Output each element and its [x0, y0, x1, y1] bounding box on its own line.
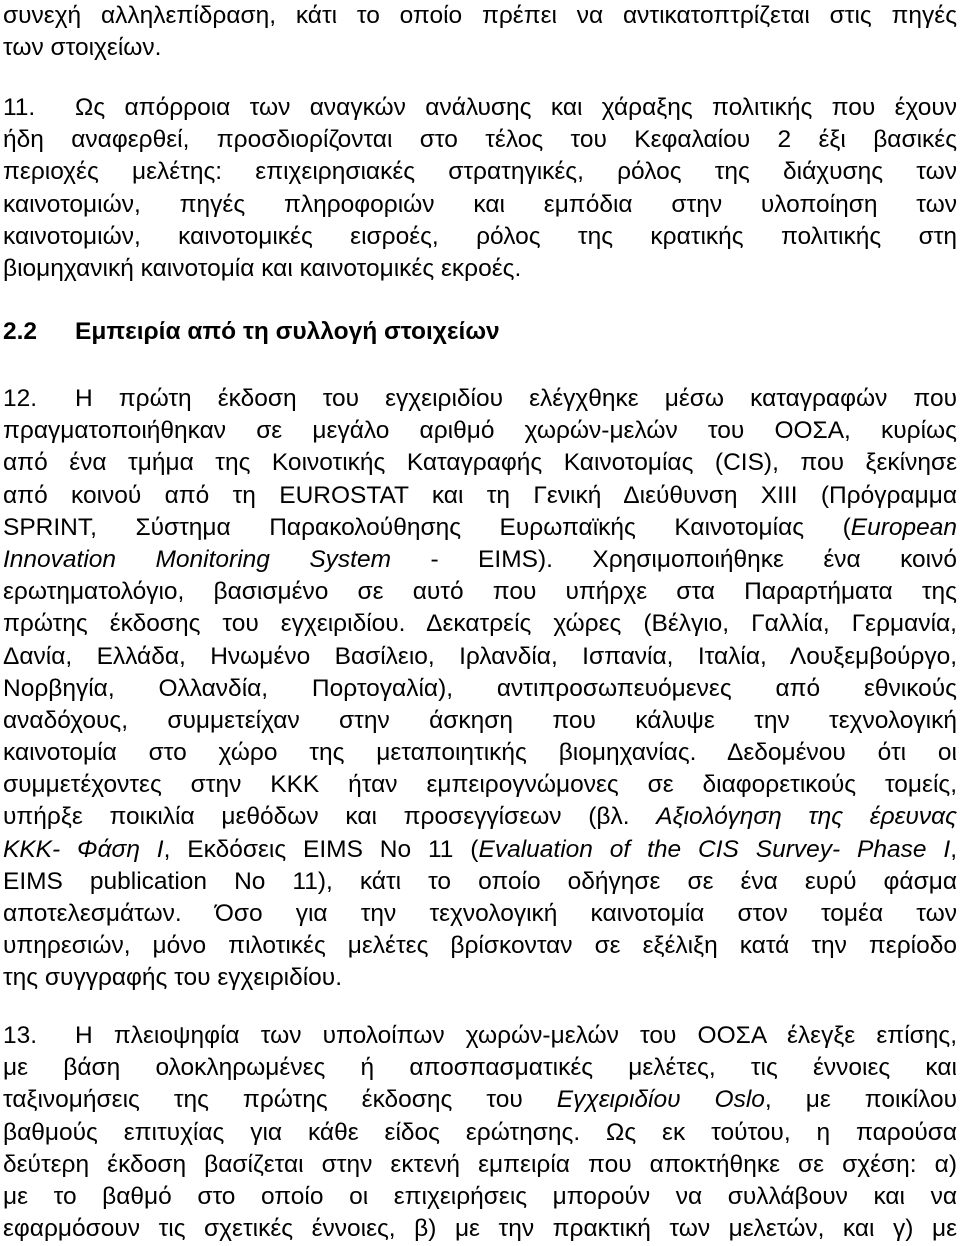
paragraph-first-line	[3, 1020, 957, 1052]
text-line: καινοτομιών, καινοτομικές εισροές, ρόλος της κρατικής πολιτικής στη	[3, 222, 957, 250]
text-line: δεύτερη έκδοση βασίζεται στην εκτενή εμπειρία που αποκτήθηκε σε σχέση: α)	[3, 1150, 957, 1178]
text-line: Δανία, Ελλάδα, Ηνωμένο Βασίλειο, Ιρλανδία, Ισπανία, Ιταλία, Λουξεμβούργο,	[3, 642, 957, 670]
section-number: 2.2	[3, 318, 38, 345]
text-line: SPRINT, Σύστημα Παρακολούθησης Ευρωπαϊκής Καινοτομίας (European	[3, 513, 957, 541]
text-line: βαθμούς επιτυχίας για κάθε είδος ερώτησης. Ως εκ τούτου, η παρούσα	[3, 1118, 957, 1146]
paragraph-12	[3, 383, 957, 995]
text-line: με βάση ολοκληρωμένες ή αποσπασματικές μελέτες, τις έννοιες και	[3, 1054, 957, 1082]
text-line: πραγματοποιήθηκαν σε μεγάλο αριθμό χωρών-μελών του ΟΟΣΑ, κυρίως	[3, 417, 957, 445]
text-line: με το βαθμό στο οποίο οι επιχειρήσεις μπορούν να συλλάβουν και να	[3, 1182, 957, 1210]
text-line: από ένα τμήμα της Κοινοτικής Καταγραφής Καινοτομίας (CIS), που ξεκίνησε	[3, 449, 957, 477]
intro-paragraph	[3, 0, 957, 64]
text-line: καινοτομιών, πηγές πληροφοριών και εμπόδια στην υλοποίηση των	[3, 190, 957, 218]
text-line: υπήρξε ποικιλία μεθόδων και προσεγγίσεων (βλ. Αξιολόγηση της έρευνας	[3, 803, 957, 831]
text-line: Η πρώτη έκδοση του εγχειριδίου ελέγχθηκε μέσω καταγραφών που	[75, 385, 957, 412]
text-line: περιοχές μελέτης: επιχειρησιακές στρατηγικές, ρόλος της διάχυσης των	[3, 158, 957, 186]
section-heading	[3, 318, 500, 346]
text-line: EIMS publication No 11), κάτι το οποίο οδήγησε σε ένα ευρύ φάσμα	[3, 867, 957, 895]
text-line: ΚΚΚ- Φάση Ι, Εκδόσεις EIMS No 11 (Evaluation of the CIS Survey- Phase I,	[3, 835, 958, 863]
text-line: ερωτηματολόγιο, βασισμένο σε αυτό που υπήρχε στα Παραρτήματα της	[3, 578, 957, 606]
text-line: Η πλειοψηφία των υπολοίπων χωρών-μελών του ΟΟΣΑ έλεγξε επίσης,	[75, 1022, 957, 1049]
text-line: Innovation Monitoring System - EIMS). Χρησιμοποιήθηκε ένα κοινό	[3, 545, 958, 573]
paragraph-first-line	[3, 92, 957, 124]
text-line: συνεχή αλληλεπίδραση, κάτι το οποίο πρέπει να αντικατοπτρίζεται στις πηγές	[3, 2, 957, 29]
section-title: Εμπειρία από τη συλλογή στοιχείων	[75, 318, 500, 345]
text-line: Ως απόρροια των αναγκών ανάλυσης και χάραξης πολιτικής που έχουν	[75, 94, 957, 121]
text-line: της συγγραφής του εγχειριδίου.	[3, 964, 343, 992]
text-line: ήδη αναφερθεί, προσδιορίζονται στο τέλος του Κεφαλαίου 2 έξι βασικές	[3, 126, 957, 154]
paragraph-11	[3, 92, 957, 285]
text-line: ταξινομήσεις της πρώτης έκδοσης του Εγχειριδίου Oslo, με ποικίλου	[3, 1086, 957, 1114]
text-line: καινοτομία στο χώρο της μεταποιητικής βιομηχανίας. Δεδομένου ότι οι	[3, 739, 957, 767]
text-line: αποτελεσμάτων. Όσο για την τεχνολογική καινοτομία στον τομέα των	[3, 900, 957, 927]
text-line: συμμετέχοντες στην ΚΚΚ ήταν εμπειρογνώμονες σε διαφορετικούς τομείς,	[3, 771, 957, 799]
text-line: των στοιχείων.	[3, 34, 162, 62]
text-line: βιομηχανική καινοτομία και καινοτομικές εκροές.	[3, 254, 522, 282]
paragraph-first-line	[3, 383, 957, 415]
text-line: από κοινού από τη EUROSTAT και τη Γενική Διεύθυνση XIII (Πρόγραμμα	[3, 481, 957, 509]
paragraph-number: 13.	[3, 1022, 38, 1049]
text-line: υπηρεσιών, μόνο πιλοτικές μελέτες βρίσκονταν σε εξέλιξη κατά την περίοδο	[3, 932, 957, 960]
text-line: Νορβηγία, Ολλανδία, Πορτογαλία), αντιπροσωπευόμενες από εθνικούς	[3, 674, 957, 702]
paragraph-number: 12.	[3, 385, 38, 412]
text-line: αναδόχους, συμμετείχαν στην άσκηση που κάλυψε την τεχνολογική	[3, 706, 957, 734]
paragraph-13	[3, 1020, 957, 1245]
text-line: πρώτης έκδοσης του εγχειριδίου. Δεκατρείς χώρες (Βέλγιο, Γαλλία, Γερμανία,	[3, 610, 957, 638]
paragraph-number: 11.	[3, 94, 36, 121]
text-line: εφαρμόσουν τις σχετικές έννοιες, β) με την πρακτική των μελετών, και γ) με	[3, 1215, 957, 1243]
